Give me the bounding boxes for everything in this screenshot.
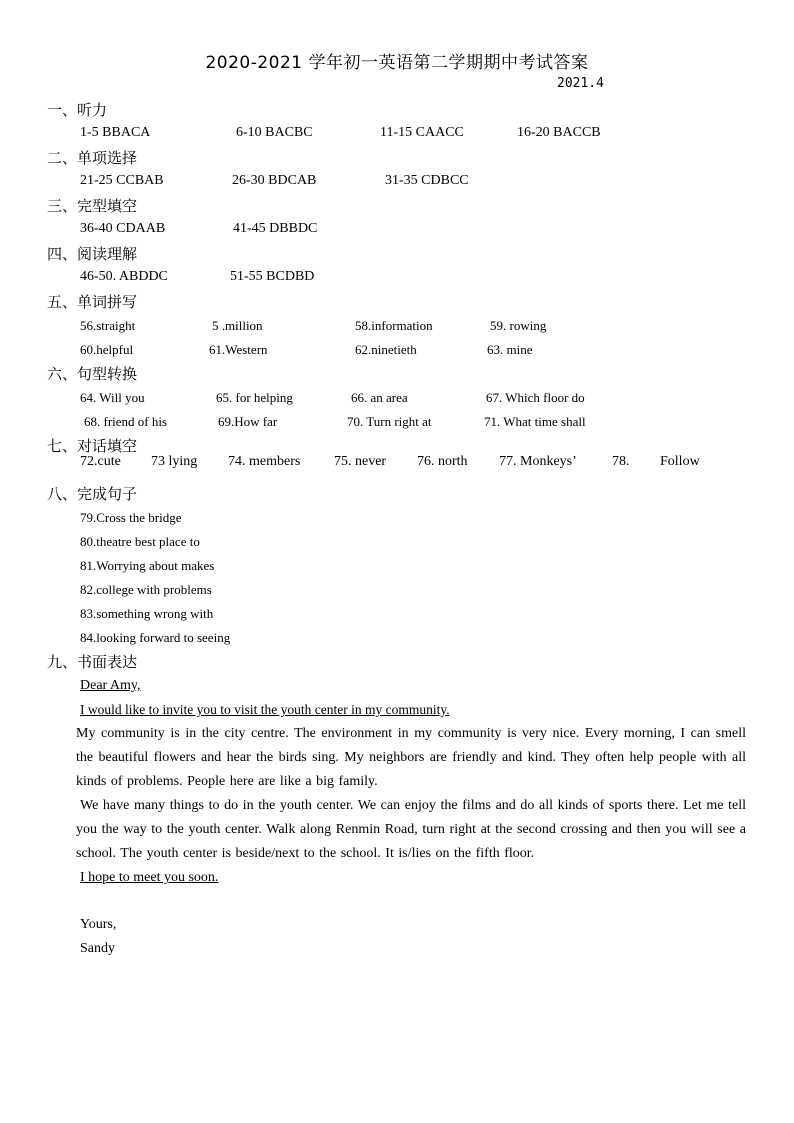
- answer-item: 58.information: [355, 318, 433, 333]
- answer-item: 63. mine: [487, 342, 533, 357]
- answer-item: 64. Will you: [80, 390, 145, 405]
- answer-item: 69.How far: [218, 414, 278, 429]
- letter-greeting: Dear Amy,: [80, 678, 141, 693]
- letter-signoff: Yours,: [80, 917, 117, 932]
- answer-group: 6-10 BACBC: [236, 125, 313, 140]
- answer-group: 51-55 BCDBD: [230, 269, 315, 284]
- letter-paragraph-1: My community is in the city centre. The environment in my community is very nice. Every morning, I can smell the beautiful flowers and hear the birds sing. My neighbors are friendly and kind. They often help people with all kinds of problems. People here are like a big family.: [76, 726, 746, 789]
- letter-closing-line: I hope to meet you soon.: [80, 870, 219, 885]
- answer-item: 66. an area: [351, 390, 408, 405]
- letter-signature: Sandy: [80, 941, 115, 956]
- section-heading-cloze: 三、完型填空: [47, 197, 138, 215]
- answer-group: 26-30 BDCAB: [232, 173, 317, 188]
- answer-item: 5 .million: [212, 318, 263, 333]
- answer-item: 71. What time shall: [484, 414, 586, 429]
- answer-item: 72.cute: [80, 454, 121, 469]
- answer-group: 1-5 BBACA: [80, 125, 151, 140]
- answer-item: 78.: [612, 454, 630, 469]
- answer-item: Follow: [660, 454, 700, 469]
- answer-item: 73 lying: [151, 454, 198, 469]
- answer-item: 82.college with problems: [80, 582, 212, 597]
- section-heading-spelling: 五、单词拼写: [47, 293, 138, 311]
- answer-group: 21-25 CCBAB: [80, 173, 164, 188]
- answer-item: 67. Which floor do: [486, 390, 585, 405]
- answer-item: 74. members: [228, 454, 301, 469]
- section-heading-dialogue: 七、对话填空: [47, 437, 138, 455]
- letter-intro: I would like to invite you to visit the youth center in my community.: [80, 702, 450, 717]
- section-heading-writing: 九、书面表达: [47, 653, 138, 671]
- answer-item: 77. Monkeys’: [499, 454, 577, 469]
- answer-group: 11-15 CAACC: [380, 125, 464, 140]
- section-heading-listening: 一、听力: [47, 101, 108, 119]
- exam-date: 2021.4: [557, 76, 604, 91]
- section-heading-multiple-choice: 二、单项选择: [47, 149, 138, 167]
- answer-group: 46-50. ABDDC: [80, 269, 168, 284]
- answer-item: 83.something wrong with: [80, 606, 214, 621]
- section-heading-complete-sentences: 八、完成句子: [47, 485, 138, 503]
- section-heading-reading: 四、阅读理解: [47, 245, 138, 263]
- section-heading-sentence-transform: 六、句型转换: [47, 365, 138, 383]
- answer-item: 80.theatre best place to: [80, 534, 200, 549]
- answer-item: 70. Turn right at: [347, 414, 432, 429]
- answer-item: 65. for helping: [216, 390, 293, 405]
- answer-item: 79.Cross the bridge: [80, 510, 182, 525]
- answer-item: 84.looking forward to seeing: [80, 630, 231, 645]
- answer-group: 41-45 DBBDC: [233, 221, 318, 236]
- answer-group: 31-35 CDBCC: [385, 173, 469, 188]
- answer-item: 76. north: [417, 454, 468, 469]
- answer-group: 36-40 CDAAB: [80, 221, 166, 236]
- answer-item: 62.ninetieth: [355, 342, 417, 357]
- answer-group: 16-20 BACCB: [517, 125, 601, 140]
- answer-item: 81.Worrying about makes: [80, 558, 215, 573]
- answer-item: 56.straight: [80, 318, 136, 333]
- answer-item: 60.helpful: [80, 342, 134, 357]
- answer-item: 59. rowing: [490, 318, 547, 333]
- letter-paragraph-2: We have many things to do in the youth center. We can enjoy the films and do all kinds of sports there. Let me tell you the way to the youth center. Walk along Renmin Road, turn right at the second crossing and then you will see a school. The youth center is beside/next to the school. It is/lies on the fifth floor.: [76, 798, 746, 861]
- page-title: 2020-2021 学年初一英语第二学期期中考试答案: [205, 53, 589, 73]
- answer-item: 61.Western: [209, 342, 268, 357]
- answer-item: 68. friend of his: [84, 414, 168, 429]
- answer-item: 75. never: [334, 454, 387, 469]
